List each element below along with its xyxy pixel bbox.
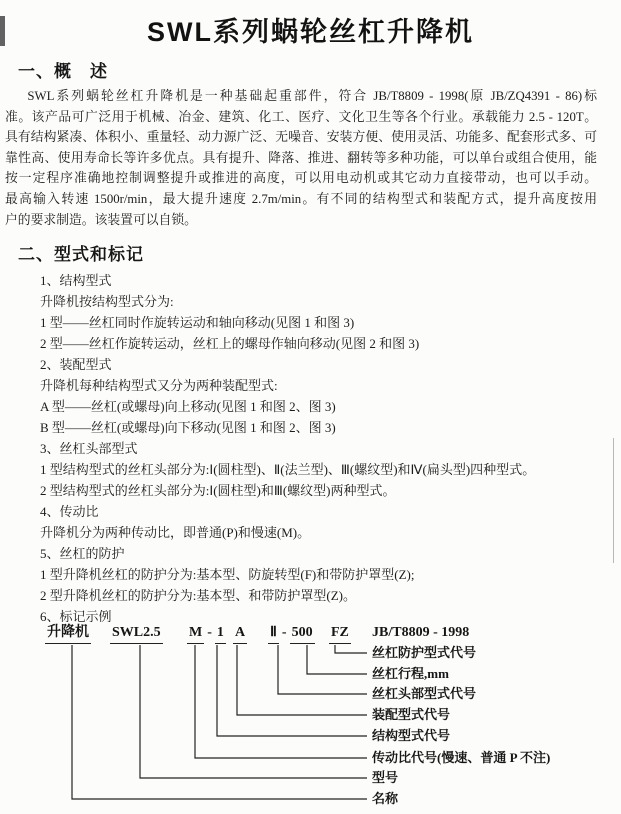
marking-code-head: Ⅱ [268, 624, 279, 644]
marking-label-model: 型号 [372, 770, 399, 785]
marking-label-protection: 丝杠防护型式代号 [372, 645, 477, 660]
leader-line-name [72, 645, 367, 799]
types-item: 1 型——丝杠同时作旋转运动和轴向移动(见图 1 和图 3) [40, 315, 355, 330]
overview-paragraph-line: 最高输入转速 1500r/min，最大提升速度 2.7m/min。有不同的结构型式和装配方式，提升高度按用 [5, 191, 597, 206]
types-item: 2 型结构型式的丝杠头部分为:Ⅰ(圆柱型)和Ⅲ(螺纹型)两种型式。 [40, 483, 396, 498]
types-item: 升降机按结构型式分为: [40, 294, 174, 309]
marking-code-name-part [45, 624, 91, 644]
leader-line-ratio [195, 645, 367, 758]
marking-code-structure: 1 [215, 624, 226, 644]
marking-example-diagram [0, 622, 621, 814]
types-item: 2 型——丝杠作旋转运动，丝杠上的螺母作轴向移动(见图 2 和图 3) [40, 336, 420, 351]
marking-code-model: SWL2.5 [110, 624, 163, 644]
marking-label-travel: 丝杠行程,mm [372, 666, 449, 681]
types-item: 升降机分为两种传动比，即普通(P)和慢速(M)。 [40, 525, 311, 540]
marking-code-protection-part [329, 624, 351, 644]
leader-line-assembly [237, 645, 367, 715]
types-item: 3、丝杠头部型式 [40, 441, 138, 456]
types-item: 1 型结构型式的丝杠头部分为:Ⅰ(圆柱型)、Ⅱ(法兰型)、Ⅲ(螺纹型)和Ⅳ(扁头型)四种型式。 [40, 462, 536, 477]
marking-code-dash: - [207, 625, 212, 640]
marking-code-dash: - [281, 625, 287, 640]
marking-code-model-part [110, 624, 163, 644]
types-item: 升降机每种结构型式又分为两种装配型式: [40, 378, 278, 393]
marking-code-standard: JB/T8809 - 1998 [372, 625, 470, 640]
leader-line-structure [217, 645, 367, 736]
types-item: 1、结构型式 [40, 273, 112, 288]
overview-paragraph-line: 户的要求制造。该装置可以自锁。 [5, 212, 197, 227]
types-item: 2 型升降机丝杠的防护分为:基本型、和带防护罩型(Z)。 [40, 588, 356, 603]
overview-paragraph-line: 准。该产品可广泛用于机械、冶金、建筑、化工、医疗、文化卫生等各个行业。承载能力 2.5 - 120T。 [5, 109, 597, 124]
marking-label-ratio: 传动比代号(慢速、普通 P 不注) [372, 750, 551, 765]
types-item: A 型——丝杠(或螺母)向上移动(见图 1 和图 2、图 3) [40, 399, 336, 414]
marking-label-head: 丝杠头部型式代号 [372, 686, 477, 701]
marking-leader-lines [0, 622, 621, 814]
scan-artifact-right [613, 438, 614, 563]
types-item-list [40, 270, 610, 627]
types-item: 5、丝杠的防护 [40, 546, 125, 561]
marking-code-assembly: A [233, 624, 247, 644]
marking-label-structure: 结构型式代号 [372, 728, 451, 743]
marking-code-name: 升降机 [45, 624, 91, 644]
marking-code-ratio-structure-part [187, 624, 226, 644]
marking-code-head-travel-part [268, 624, 315, 644]
overview-paragraph [5, 86, 597, 230]
marking-code-ratio: M [187, 624, 204, 644]
marking-code-assembly-part [233, 624, 247, 644]
types-item: 1 型升降机丝杠的防护分为:基本型、防旋转型(F)和带防护罩型(Z); [40, 567, 415, 582]
types-item: 6、标记示例 [40, 609, 112, 624]
types-heading: 二、型式和标记 [18, 245, 144, 264]
overview-heading: 一、概 述 [18, 62, 108, 81]
types-item: B 型——丝杠(或螺母)向下移动(见图 1 和图 2、图 3) [40, 420, 336, 435]
leader-line-travel [307, 645, 367, 674]
overview-paragraph-line: 按一定程序准确地控制调整提升或推进的高度，可以用电动机或其它动力直接带动，也可以手动。 [5, 171, 597, 186]
overview-paragraph-line: SWL系列蜗轮丝杠升降机是一种基础起重部件，符合 JB/T8809 - 1998(原 JB/ZQ4391 - 86)标 [27, 89, 597, 103]
marking-code-travel: 500 [290, 624, 315, 644]
types-item: 2、装配型式 [40, 357, 112, 372]
marking-label-assembly: 装配型式代号 [372, 707, 451, 722]
overview-paragraph-line: 靠性高、使用寿命长等许多优点。具有提升、降落、推进、翻转等多种功能，可以单台或组合使用，能 [5, 150, 597, 165]
marking-code-protection: FZ [329, 624, 351, 644]
leader-line-head [278, 645, 367, 694]
types-item: 4、传动比 [40, 504, 99, 519]
overview-paragraph-line: 具有结构紧凑、体积小、重量轻、动力源广泛、无噪音、安装方便、使用灵活、功能多、配套形式多、可 [5, 130, 597, 145]
marking-label-name: 名称 [372, 791, 399, 806]
leader-line-protection [335, 645, 367, 653]
doc-title: SWL系列蜗轮丝杠升降机 [147, 17, 474, 47]
